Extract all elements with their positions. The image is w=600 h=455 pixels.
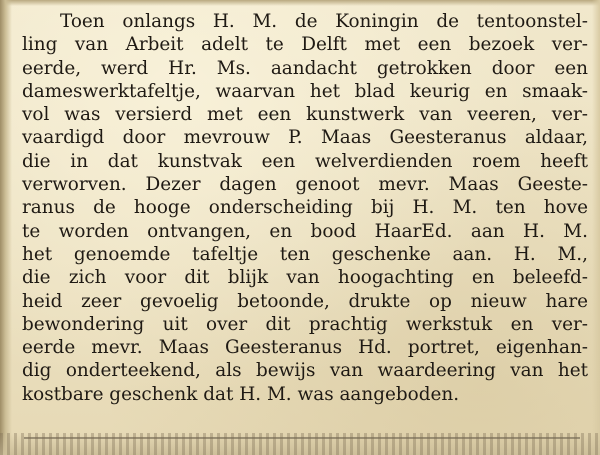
article-line: vaardigd door mevrouw P. Maas Geesteranus aldaar, [22, 127, 588, 149]
article-line: vol was versierd met een kunstwerk van veeren, ver- [22, 104, 588, 126]
article-line: eerde mevr. Maas Geesteranus Hd. portret, eigenhan- [22, 337, 588, 359]
article-line: dameswerktafeltje, waarvan het blad keurig en smaak- [22, 80, 588, 102]
paper-bottom-edge [0, 433, 600, 455]
paper-right-edge [592, 0, 600, 455]
article-line: dig onderteekend, als bewijs van waardeering van het [22, 360, 588, 382]
article-line: te worden ontvangen, en bood HaarEd. aan H. M. [22, 220, 588, 242]
article-line: bewondering uit over dit prachtig werkstuk en ver- [22, 313, 588, 335]
article-body [22, 10, 588, 406]
article-line: verworven. Dezer dagen genoot mevr. Maas Geeste- [22, 174, 588, 196]
article-line: ling van Arbeit adelt te Delft met een bezoek ver- [22, 34, 588, 56]
article-line: Toen onlangs H. M. de Koningin de tentoonstel- [60, 11, 588, 32]
article-line: het genoemde tafeltje ten geschenke aan. H. M., [22, 243, 588, 265]
paper-top-edge [0, 0, 600, 6]
article-line: heid zeer gevoelig betoonde, drukte op nieuw hare [22, 290, 588, 312]
article-line: die in dat kunstvak een welverdienden roem heeft [22, 150, 588, 172]
article-line: eerde, werd Hr. Ms. aandacht getrokken door een [22, 57, 588, 79]
article-line: ranus de hooge onderscheiding bij H. M. ten hove [22, 197, 588, 219]
article-line: kostbare geschenk dat H. M. was aangeboden. [22, 383, 460, 405]
article-line: die zich voor dit blijk van hoogachting en beleefd- [22, 267, 588, 289]
paper-left-edge [0, 0, 12, 455]
